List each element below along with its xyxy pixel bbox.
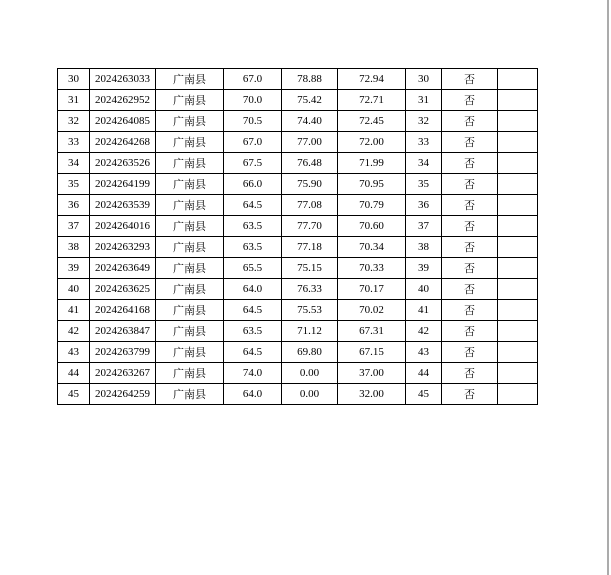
row-number-cell: 35	[58, 174, 90, 195]
candidate-id-cell: 2024264268	[90, 132, 156, 153]
candidate-id-cell: 2024263267	[90, 363, 156, 384]
candidate-id-cell: 2024263033	[90, 69, 156, 90]
score-1-cell: 64.5	[224, 342, 282, 363]
rank-cell: 37	[406, 216, 442, 237]
rank-cell: 32	[406, 111, 442, 132]
flag-cell: 否	[442, 90, 498, 111]
score-2-cell: 77.18	[282, 237, 338, 258]
county-cell: 广南县	[156, 300, 224, 321]
flag-cell: 否	[442, 363, 498, 384]
candidate-id-cell: 2024263649	[90, 258, 156, 279]
table-row	[58, 195, 538, 216]
score-2-cell: 78.88	[282, 69, 338, 90]
score-2-cell: 77.00	[282, 132, 338, 153]
flag-cell: 否	[442, 69, 498, 90]
score-1-cell: 67.0	[224, 69, 282, 90]
score-1-cell: 70.0	[224, 90, 282, 111]
score-1-cell: 63.5	[224, 321, 282, 342]
score-3-cell: 70.95	[338, 174, 406, 195]
page-edge-line	[607, 0, 609, 575]
table-row	[58, 321, 538, 342]
flag-cell: 否	[442, 153, 498, 174]
score-1-cell: 64.0	[224, 279, 282, 300]
candidate-id-cell: 2024264016	[90, 216, 156, 237]
candidate-id-cell: 2024264199	[90, 174, 156, 195]
county-cell: 广南县	[156, 363, 224, 384]
county-cell: 广南县	[156, 195, 224, 216]
county-cell: 广南县	[156, 384, 224, 405]
county-cell: 广南县	[156, 342, 224, 363]
rank-cell: 42	[406, 321, 442, 342]
score-3-cell: 37.00	[338, 363, 406, 384]
county-cell: 广南县	[156, 174, 224, 195]
score-3-cell: 67.31	[338, 321, 406, 342]
score-3-cell: 72.45	[338, 111, 406, 132]
county-cell: 广南县	[156, 237, 224, 258]
blank-cell	[498, 216, 538, 237]
score-2-cell: 69.80	[282, 342, 338, 363]
blank-cell	[498, 90, 538, 111]
rank-cell: 43	[406, 342, 442, 363]
rank-cell: 39	[406, 258, 442, 279]
score-2-cell: 76.48	[282, 153, 338, 174]
score-2-cell: 75.53	[282, 300, 338, 321]
score-2-cell: 75.90	[282, 174, 338, 195]
rank-cell: 36	[406, 195, 442, 216]
flag-cell: 否	[442, 279, 498, 300]
blank-cell	[498, 111, 538, 132]
row-number-cell: 45	[58, 384, 90, 405]
blank-cell	[498, 363, 538, 384]
row-number-cell: 32	[58, 111, 90, 132]
score-3-cell: 70.17	[338, 279, 406, 300]
score-3-cell: 72.00	[338, 132, 406, 153]
table-row	[58, 132, 538, 153]
score-2-cell: 75.15	[282, 258, 338, 279]
flag-cell: 否	[442, 195, 498, 216]
blank-cell	[498, 237, 538, 258]
score-2-cell: 77.08	[282, 195, 338, 216]
score-table	[57, 68, 538, 405]
table-row	[58, 363, 538, 384]
flag-cell: 否	[442, 384, 498, 405]
row-number-cell: 37	[58, 216, 90, 237]
score-3-cell: 67.15	[338, 342, 406, 363]
flag-cell: 否	[442, 111, 498, 132]
blank-cell	[498, 321, 538, 342]
table-row	[58, 216, 538, 237]
score-2-cell: 74.40	[282, 111, 338, 132]
score-2-cell: 0.00	[282, 384, 338, 405]
score-1-cell: 63.5	[224, 237, 282, 258]
county-cell: 广南县	[156, 321, 224, 342]
score-3-cell: 70.33	[338, 258, 406, 279]
candidate-id-cell: 2024264259	[90, 384, 156, 405]
rank-cell: 34	[406, 153, 442, 174]
score-2-cell: 77.70	[282, 216, 338, 237]
score-3-cell: 70.02	[338, 300, 406, 321]
row-number-cell: 31	[58, 90, 90, 111]
score-3-cell: 72.71	[338, 90, 406, 111]
row-number-cell: 33	[58, 132, 90, 153]
candidate-id-cell: 2024263526	[90, 153, 156, 174]
score-table-body	[58, 69, 538, 405]
row-number-cell: 36	[58, 195, 90, 216]
score-3-cell: 70.34	[338, 237, 406, 258]
rank-cell: 41	[406, 300, 442, 321]
rank-cell: 35	[406, 174, 442, 195]
rank-cell: 33	[406, 132, 442, 153]
row-number-cell: 34	[58, 153, 90, 174]
rank-cell: 40	[406, 279, 442, 300]
flag-cell: 否	[442, 174, 498, 195]
score-3-cell: 32.00	[338, 384, 406, 405]
table-row	[58, 300, 538, 321]
table-row	[58, 174, 538, 195]
score-1-cell: 67.0	[224, 132, 282, 153]
candidate-id-cell: 2024263539	[90, 195, 156, 216]
candidate-id-cell: 2024264085	[90, 111, 156, 132]
candidate-id-cell: 2024264168	[90, 300, 156, 321]
row-number-cell: 42	[58, 321, 90, 342]
score-1-cell: 74.0	[224, 363, 282, 384]
rank-cell: 38	[406, 237, 442, 258]
blank-cell	[498, 195, 538, 216]
county-cell: 广南县	[156, 153, 224, 174]
county-cell: 广南县	[156, 132, 224, 153]
candidate-id-cell: 2024263799	[90, 342, 156, 363]
blank-cell	[498, 69, 538, 90]
flag-cell: 否	[442, 342, 498, 363]
score-1-cell: 64.5	[224, 300, 282, 321]
blank-cell	[498, 174, 538, 195]
candidate-id-cell: 2024263625	[90, 279, 156, 300]
blank-cell	[498, 342, 538, 363]
county-cell: 广南县	[156, 69, 224, 90]
flag-cell: 否	[442, 258, 498, 279]
score-3-cell: 71.99	[338, 153, 406, 174]
blank-cell	[498, 258, 538, 279]
table-row	[58, 258, 538, 279]
row-number-cell: 38	[58, 237, 90, 258]
score-2-cell: 76.33	[282, 279, 338, 300]
score-1-cell: 70.5	[224, 111, 282, 132]
flag-cell: 否	[442, 321, 498, 342]
table-row	[58, 237, 538, 258]
county-cell: 广南县	[156, 111, 224, 132]
table-row	[58, 111, 538, 132]
table-row	[58, 384, 538, 405]
rank-cell: 30	[406, 69, 442, 90]
flag-cell: 否	[442, 237, 498, 258]
blank-cell	[498, 300, 538, 321]
county-cell: 广南县	[156, 90, 224, 111]
score-1-cell: 65.5	[224, 258, 282, 279]
blank-cell	[498, 132, 538, 153]
table-row	[58, 279, 538, 300]
flag-cell: 否	[442, 216, 498, 237]
score-1-cell: 67.5	[224, 153, 282, 174]
score-1-cell: 66.0	[224, 174, 282, 195]
row-number-cell: 43	[58, 342, 90, 363]
score-3-cell: 72.94	[338, 69, 406, 90]
county-cell: 广南县	[156, 216, 224, 237]
county-cell: 广南县	[156, 279, 224, 300]
score-3-cell: 70.60	[338, 216, 406, 237]
flag-cell: 否	[442, 300, 498, 321]
score-2-cell: 71.12	[282, 321, 338, 342]
blank-cell	[498, 279, 538, 300]
candidate-id-cell: 2024262952	[90, 90, 156, 111]
rank-cell: 44	[406, 363, 442, 384]
score-2-cell: 0.00	[282, 363, 338, 384]
flag-cell: 否	[442, 132, 498, 153]
rank-cell: 31	[406, 90, 442, 111]
blank-cell	[498, 384, 538, 405]
blank-cell	[498, 153, 538, 174]
rank-cell: 45	[406, 384, 442, 405]
table-row	[58, 342, 538, 363]
score-1-cell: 64.5	[224, 195, 282, 216]
county-cell: 广南县	[156, 258, 224, 279]
score-3-cell: 70.79	[338, 195, 406, 216]
candidate-id-cell: 2024263293	[90, 237, 156, 258]
row-number-cell: 40	[58, 279, 90, 300]
score-2-cell: 75.42	[282, 90, 338, 111]
row-number-cell: 39	[58, 258, 90, 279]
score-1-cell: 64.0	[224, 384, 282, 405]
table-row	[58, 90, 538, 111]
score-1-cell: 63.5	[224, 216, 282, 237]
table-row	[58, 69, 538, 90]
table-row	[58, 153, 538, 174]
candidate-id-cell: 2024263847	[90, 321, 156, 342]
row-number-cell: 44	[58, 363, 90, 384]
row-number-cell: 41	[58, 300, 90, 321]
row-number-cell: 30	[58, 69, 90, 90]
